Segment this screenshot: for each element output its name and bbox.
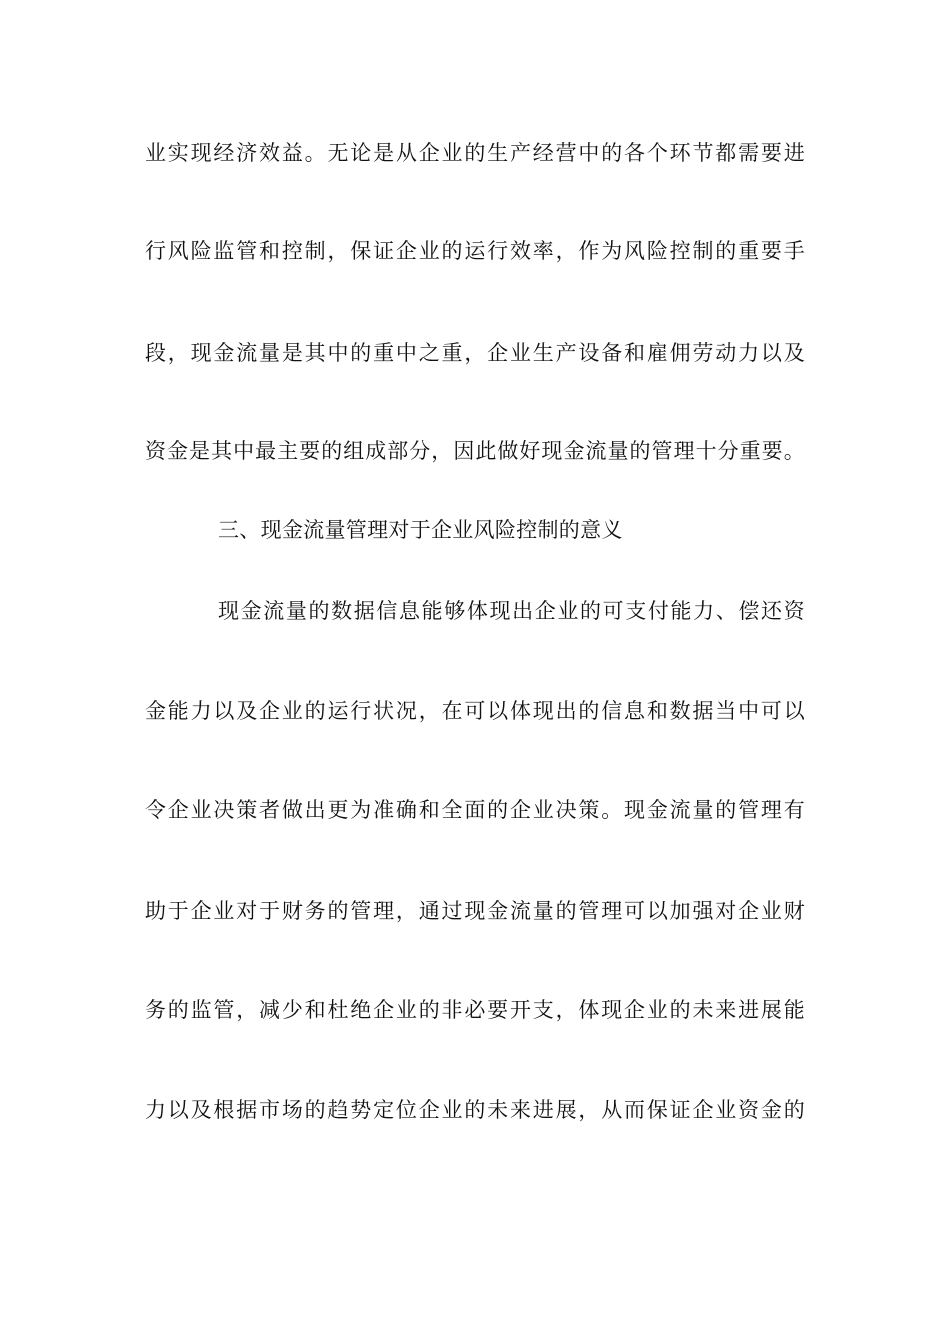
paragraph-line: 务的监管，减少和杜绝企业的非必要开支，体现企业的未来进展能 <box>145 998 805 1022</box>
paragraph-line: 现金流量的数据信息能够体现出企业的可支付能力、偿还资 <box>218 599 805 623</box>
paragraph-line: 业实现经济效益。无论是从企业的生产经营中的各个环节都需要进 <box>145 141 805 165</box>
section-heading: 三、现金流量管理对于企业风险控制的意义 <box>218 518 623 542</box>
paragraph-line: 行风险监管和控制，保证企业的运行效率，作为风险控制的重要手 <box>145 239 805 263</box>
paragraph-line: 助于企业对于财务的管理，通过现金流量的管理可以加强对企业财 <box>145 899 805 923</box>
paragraph-line: 资金是其中最主要的组成部分，因此做好现金流量的管理十分重要。 <box>145 439 805 463</box>
paragraph-line: 力以及根据市场的趋势定位企业的未来进展，从而保证企业资金的 <box>145 1098 805 1122</box>
paragraph-line: 令企业决策者做出更为准确和全面的企业决策。现金流量的管理有 <box>145 798 805 822</box>
paragraph-line: 段，现金流量是其中的重中之重，企业生产设备和雇佣劳动力以及 <box>145 341 805 365</box>
paragraph-line: 金能力以及企业的运行状况，在可以体现出的信息和数据当中可以 <box>145 699 805 723</box>
